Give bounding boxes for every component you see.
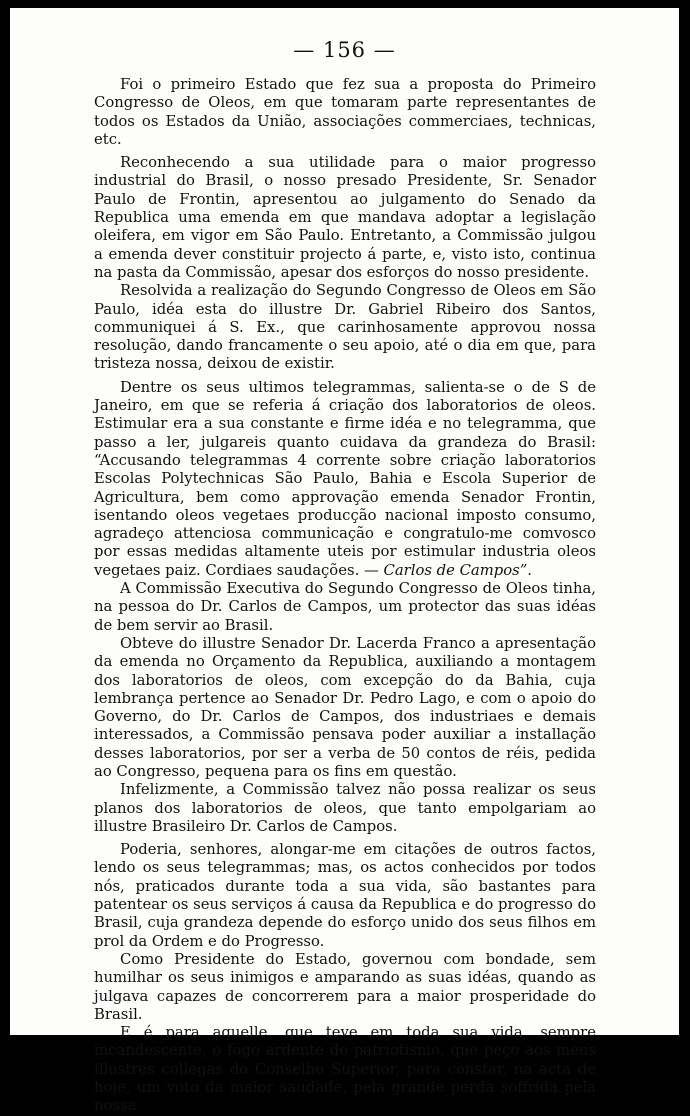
- telegram-text: Dentre os seus ultimos telegrammas, salienta-se o de S de Janeiro, em que se referia á criação dos laboratorios de oleos. Estimular era a sua constante e firme idéa e no telegramma, que passo a ler, julgareis quanto cuidava da grandeza do Brasil: “Accusando telegrammas 4 corrente sobre criação laboratorios Escolas Polytechnicas São Paulo, Bahia e Escola Superior de Agricultura, bem como approvação emenda Senador Frontin, isentando oleos vegetaes producção nacional imposto consumo, agradeço attenciosa communicação e congratulo-me comvosco por essas medidas altamente uteis por estimular industria oleos vegetaes paiz. Cordiaes saudações. —: [94, 378, 596, 579]
- paragraph-6: Obteve do illustre Senador Dr. Lacerda Franco a apresentação da emenda no Orçamento da Republica, auxiliando a montagem dos laboratorios de oleos, com excepção do da Bahia, cuja lembrança pertence ao Senador Dr. Pedro Lago, e com o apoio do Governo, do Dr. Carlos de Campos, dos industriaes e demais interessados, a Commissão pensava poder auxiliar a installação desses laboratorios, por ser a verba de 50 contos de réis, pedida ao Congresso, pequena para os fins em questão.: [94, 634, 596, 780]
- page-number: — 156 —: [293, 38, 396, 62]
- telegram-signature: Carlos de Campos”.: [383, 561, 533, 579]
- paragraph-1: Foi o primeiro Estado que fez sua a proposta do Primeiro Congresso de Oleos, em que tomaram parte representantes de todos os Estados da União, associações commerciaes, technicas, etc.: [94, 76, 596, 148]
- paragraph-5: A Commissão Executiva do Segundo Congresso de Oleos tinha, na pessoa do Dr. Carlos de Campos, um protector das suas idéas de bem servir ao Brasil.: [94, 580, 596, 634]
- paragraph-10: E é para aquelle, que teve em toda sua vida, sempre incandescente, o fogo ardente do patriotismo, que peço aos meus illustres collegas do Conselho Superior, para constar, na acta de hoje, um voto da maior saudade, pela grande perda soffrida pela nossa: [94, 1024, 596, 1115]
- paragraph-3: Resolvida a realização do Segundo Congresso de Oleos em São Paulo, idéa esta do illustre Dr. Gabriel Ribeiro dos Santos, communiquei á S. Ex., que carinhosamente approvou nossa resolução, dando francamente o seu apoio, até o dia em que, para tristeza nossa, deixou de existir.: [94, 282, 596, 373]
- paragraph-2: Reconhecendo a sua utilidade para o maior progresso industrial do Brasil, o nosso presado Presidente, Sr. Senador Paulo de Frontin, apresentou ao julgamento do Senado da Republica uma emenda em que mandava adoptar a legislação oleifera, em vigor em São Paulo. Entretanto, a Commissão julgou a emenda dever constituir projecto á parte, e, visto isto, continua na pasta da Commissão, apesar dos esforços do nosso presidente.: [94, 154, 596, 281]
- body-text: [94, 76, 596, 1116]
- paragraph-7: Infelizmente, a Commissão talvez não possa realizar os seus planos dos laboratorios de oleos, que tanto empolgariam ao illustre Brasileiro Dr. Carlos de Campos.: [94, 781, 596, 835]
- paragraph-9: Como Presidente do Estado, governou com bondade, sem humilhar os seus inimigos e amparando as suas idéas, quando as julgava capazes de concorrerem para a maior prosperidade do Brasil.: [94, 950, 596, 1023]
- paragraph-4: [94, 379, 596, 580]
- paragraph-8: Poderia, senhores, alongar-me em citações de outros factos, lendo os seus telegrammas; mas, os actos conhecidos por todos nós, praticados durante toda a sua vida, são bastantes para patentear os seus serviços á causa da Republica e do progresso do Brasil, cuja grandeza depende do esforço unido dos seus filhos em prol da Ordem e do Progresso.: [94, 841, 596, 950]
- document-page: [10, 8, 679, 1115]
